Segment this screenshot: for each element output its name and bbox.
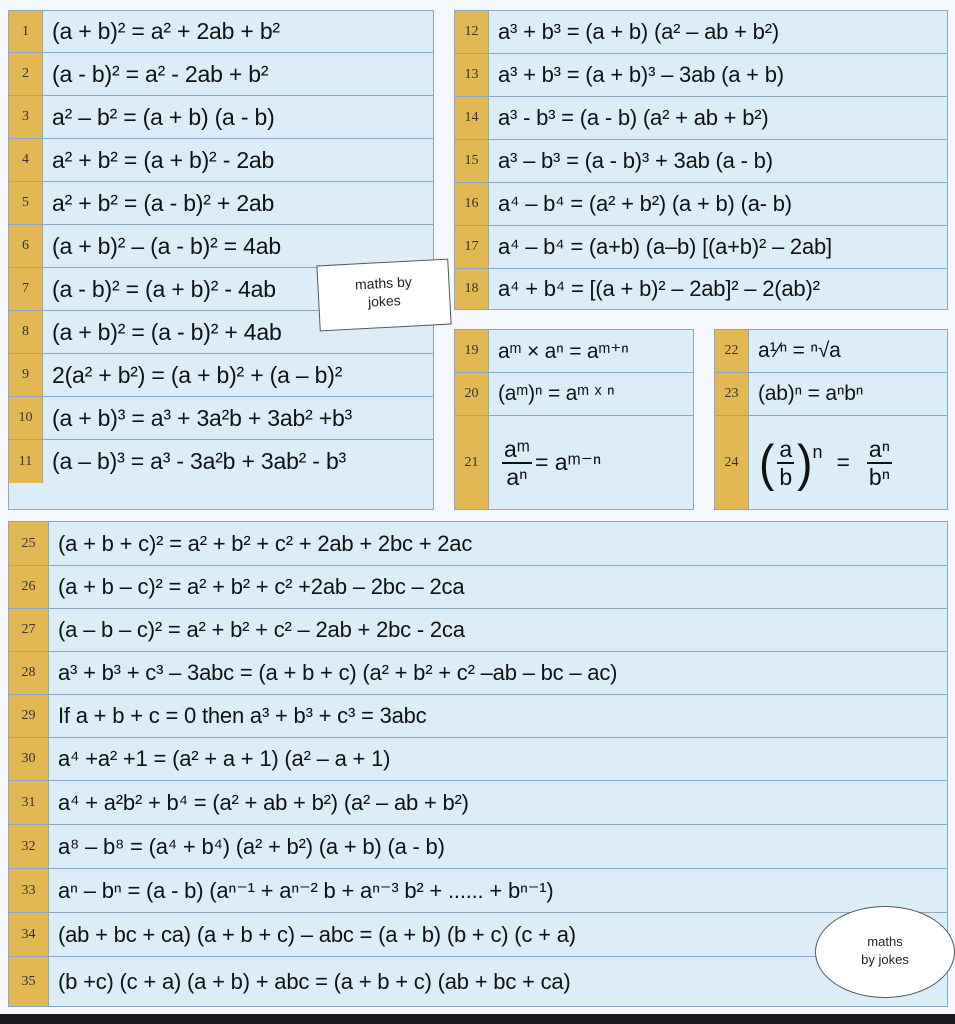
formula-fraction <box>749 433 895 492</box>
formula-number: 7 <box>9 268 43 310</box>
formula-row <box>9 781 947 825</box>
formula-number: 8 <box>9 311 43 353</box>
formula-text: (a – b)³ = a³ - 3a²b + 3ab² - b³ <box>52 448 347 474</box>
fraction-denominator: b <box>779 463 793 490</box>
formula-text: (a + b)² – (a - b)² = 4ab <box>52 232 281 259</box>
formula-row <box>455 183 947 226</box>
formula-number: 27 <box>9 609 49 651</box>
formula-number: 23 <box>715 373 749 415</box>
formula-row <box>455 97 947 140</box>
formula-number: 12 <box>455 11 489 53</box>
fraction <box>777 436 794 490</box>
formula-number: 29 <box>9 695 49 737</box>
formula-text: (a + b)² = a² + 2ab + b² <box>52 18 280 44</box>
formula-text: 2(a² + b²) = (a + b)² + (a – b)² <box>52 361 343 388</box>
fraction-numerator: aⁿ <box>868 435 891 462</box>
formula-row <box>9 11 433 53</box>
formula-panel-exponents-a <box>454 329 694 510</box>
formula-text: (a – b – c)² = a² + b² + c² – 2ab + 2bc - 2ca <box>58 617 465 642</box>
formula-row <box>9 182 433 225</box>
formula-row <box>9 225 433 268</box>
formula-text: (ab + bc + ca) (a + b + c) – abc = (a + b) (b + c) (c + a) <box>58 921 576 947</box>
formula-number: 17 <box>455 226 489 268</box>
formula-text: a³ - b³ = (a - b) (a² + ab + b²) <box>498 105 769 130</box>
formula-text: aⁿ – bⁿ = (a - b) (aⁿ⁻¹ + aⁿ⁻² b + aⁿ⁻³ b² + ...... + bⁿ⁻¹) <box>58 877 554 903</box>
formula-number: 22 <box>715 330 749 372</box>
formula-row <box>455 11 947 54</box>
formula-number: 6 <box>9 225 43 267</box>
formula-number: 9 <box>9 354 43 396</box>
formula-text: a² + b² = (a - b)² + 2ab <box>52 189 275 216</box>
formula-row <box>455 330 693 373</box>
formula-row <box>9 913 947 957</box>
fraction-numerator: aᵐ <box>504 435 530 462</box>
fraction-denominator: aⁿ <box>506 463 528 490</box>
formula-number: 19 <box>455 330 489 372</box>
formula-row <box>9 53 433 96</box>
formula-text: a⁴ + a²b² + b⁴ = (a² + ab + b²) (a² – ab + b²) <box>58 789 469 815</box>
formula-text: aᵐ × aⁿ = aᵐ⁺ⁿ <box>498 339 629 363</box>
formula-number: 35 <box>9 957 49 1006</box>
formula-number: 11 <box>9 440 43 483</box>
formula-text: a⁴ – b⁴ = (a+b) (a–b) [(a+b)² – 2ab] <box>498 234 832 259</box>
formula-text: a⁴ +a² +1 = (a² + a + 1) (a² – a + 1) <box>58 746 391 771</box>
watermark-text-bottom: maths by jokes <box>861 934 909 967</box>
formula-number: 28 <box>9 652 49 694</box>
formula-row <box>455 140 947 183</box>
watermark-bubble-bottom <box>815 906 955 998</box>
equals-sign: = <box>836 449 850 475</box>
formula-text: a¹⁄ⁿ = ⁿ√a <box>758 339 841 362</box>
formula-row <box>9 440 433 483</box>
watermark-bubble-top <box>316 259 451 332</box>
formula-text: a⁴ – b⁴ = (a² + b²) (a + b) (a- b) <box>498 191 792 216</box>
formula-panel-top-right <box>454 10 948 310</box>
formula-number: 15 <box>455 140 489 182</box>
formula-text: (a - b)² = a² - 2ab + b² <box>52 60 269 87</box>
formula-number: 32 <box>9 825 49 868</box>
formula-row <box>715 330 947 373</box>
formula-row <box>9 695 947 738</box>
formula-number: 4 <box>9 139 43 181</box>
fraction <box>867 436 892 490</box>
formula-number: 21 <box>455 416 489 509</box>
formula-number: 20 <box>455 373 489 415</box>
formula-panel-exponents-b <box>714 329 948 510</box>
formula-panel-top-left <box>8 10 434 510</box>
formula-number: 16 <box>455 183 489 225</box>
formula-number: 10 <box>9 397 43 439</box>
formula-text: (a + b)² = (a - b)² + 4ab <box>52 318 282 345</box>
formula-row <box>455 416 693 509</box>
formula-text: (a + b – c)² = a² + b² + c² +2ab – 2bc – 2ca <box>58 574 465 599</box>
formula-text: a² – b² = (a + b) (a - b) <box>52 103 275 130</box>
formula-row <box>9 96 433 139</box>
formula-number: 33 <box>9 869 49 912</box>
formula-row <box>9 825 947 869</box>
formula-row <box>9 652 947 695</box>
formula-row <box>455 269 947 309</box>
bottom-bar <box>0 1014 955 1024</box>
formula-text: (b +c) (c + a) (a + b) + abc = (a + b + c) (ab + bc + ca) <box>58 968 571 994</box>
formula-number: 3 <box>9 96 43 138</box>
formula-number: 24 <box>715 416 749 509</box>
formula-number: 14 <box>455 97 489 139</box>
fraction-numerator: a <box>779 435 793 462</box>
formula-text: (a - b)² = (a + b)² - 4ab <box>52 275 276 302</box>
formula-text: a³ + b³ + c³ – 3abc = (a + b + c) (a² + b² + c² –ab – bc – ac) <box>58 660 618 685</box>
formula-text: (aᵐ)ⁿ = aᵐ ˣ ⁿ <box>498 382 615 405</box>
formula-number: 31 <box>9 781 49 824</box>
formula-row <box>715 373 947 416</box>
formula-panel-bottom <box>8 521 948 1007</box>
fraction-result: = aᵐ⁻ⁿ <box>534 449 602 475</box>
formula-number: 34 <box>9 913 49 956</box>
formula-row <box>9 139 433 182</box>
formula-text: a³ – b³ = (a - b)³ + 3ab (a - b) <box>498 148 773 173</box>
formula-row <box>9 522 947 566</box>
formula-row <box>715 416 947 509</box>
formula-number: 25 <box>9 522 49 565</box>
formula-row <box>455 226 947 269</box>
formula-text: a³ + b³ = (a + b) (a² – ab + b²) <box>498 19 779 44</box>
formula-number: 2 <box>9 53 43 95</box>
formula-row <box>9 869 947 913</box>
exponent: n <box>812 441 823 462</box>
formula-text: a⁴ + b⁴ = [(a + b)² – 2ab]² – 2(ab)² <box>498 276 820 301</box>
formula-text: (a + b + c)² = a² + b² + c² + 2ab + 2bc + 2ac <box>58 530 473 556</box>
formula-row <box>455 54 947 97</box>
fraction <box>502 436 532 490</box>
formula-text: (a + b)³ = a³ + 3a²b + 3ab² +b³ <box>52 404 352 431</box>
formula-row <box>9 566 947 609</box>
formula-text: If a + b + c = 0 then a³ + b³ + c³ = 3abc <box>58 703 427 728</box>
formula-text: a³ + b³ = (a + b)³ – 3ab (a + b) <box>498 62 784 87</box>
formula-row <box>9 354 433 397</box>
formula-row <box>9 957 947 1006</box>
fraction-denominator: bⁿ <box>868 463 891 490</box>
formula-row <box>9 738 947 781</box>
formula-number: 26 <box>9 566 49 608</box>
formula-number: 18 <box>455 269 489 309</box>
formula-row <box>9 609 947 652</box>
formula-number: 1 <box>9 11 43 52</box>
formula-number: 5 <box>9 182 43 224</box>
formula-fraction <box>489 436 601 490</box>
right-paren: ) <box>797 433 813 492</box>
formula-row <box>455 373 693 416</box>
watermark-text-top: maths by jokes <box>354 273 413 310</box>
formula-number: 13 <box>455 54 489 96</box>
formula-text: (ab)ⁿ = aⁿbⁿ <box>758 382 864 405</box>
formula-text: a⁸ – b⁸ = (a⁴ + b⁴) (a² + b²) (a + b) (a - b) <box>58 833 445 859</box>
formula-number: 30 <box>9 738 49 780</box>
formula-row <box>9 397 433 440</box>
formula-text: a² + b² = (a + b)² - 2ab <box>52 146 275 173</box>
left-paren: ( <box>759 433 775 492</box>
